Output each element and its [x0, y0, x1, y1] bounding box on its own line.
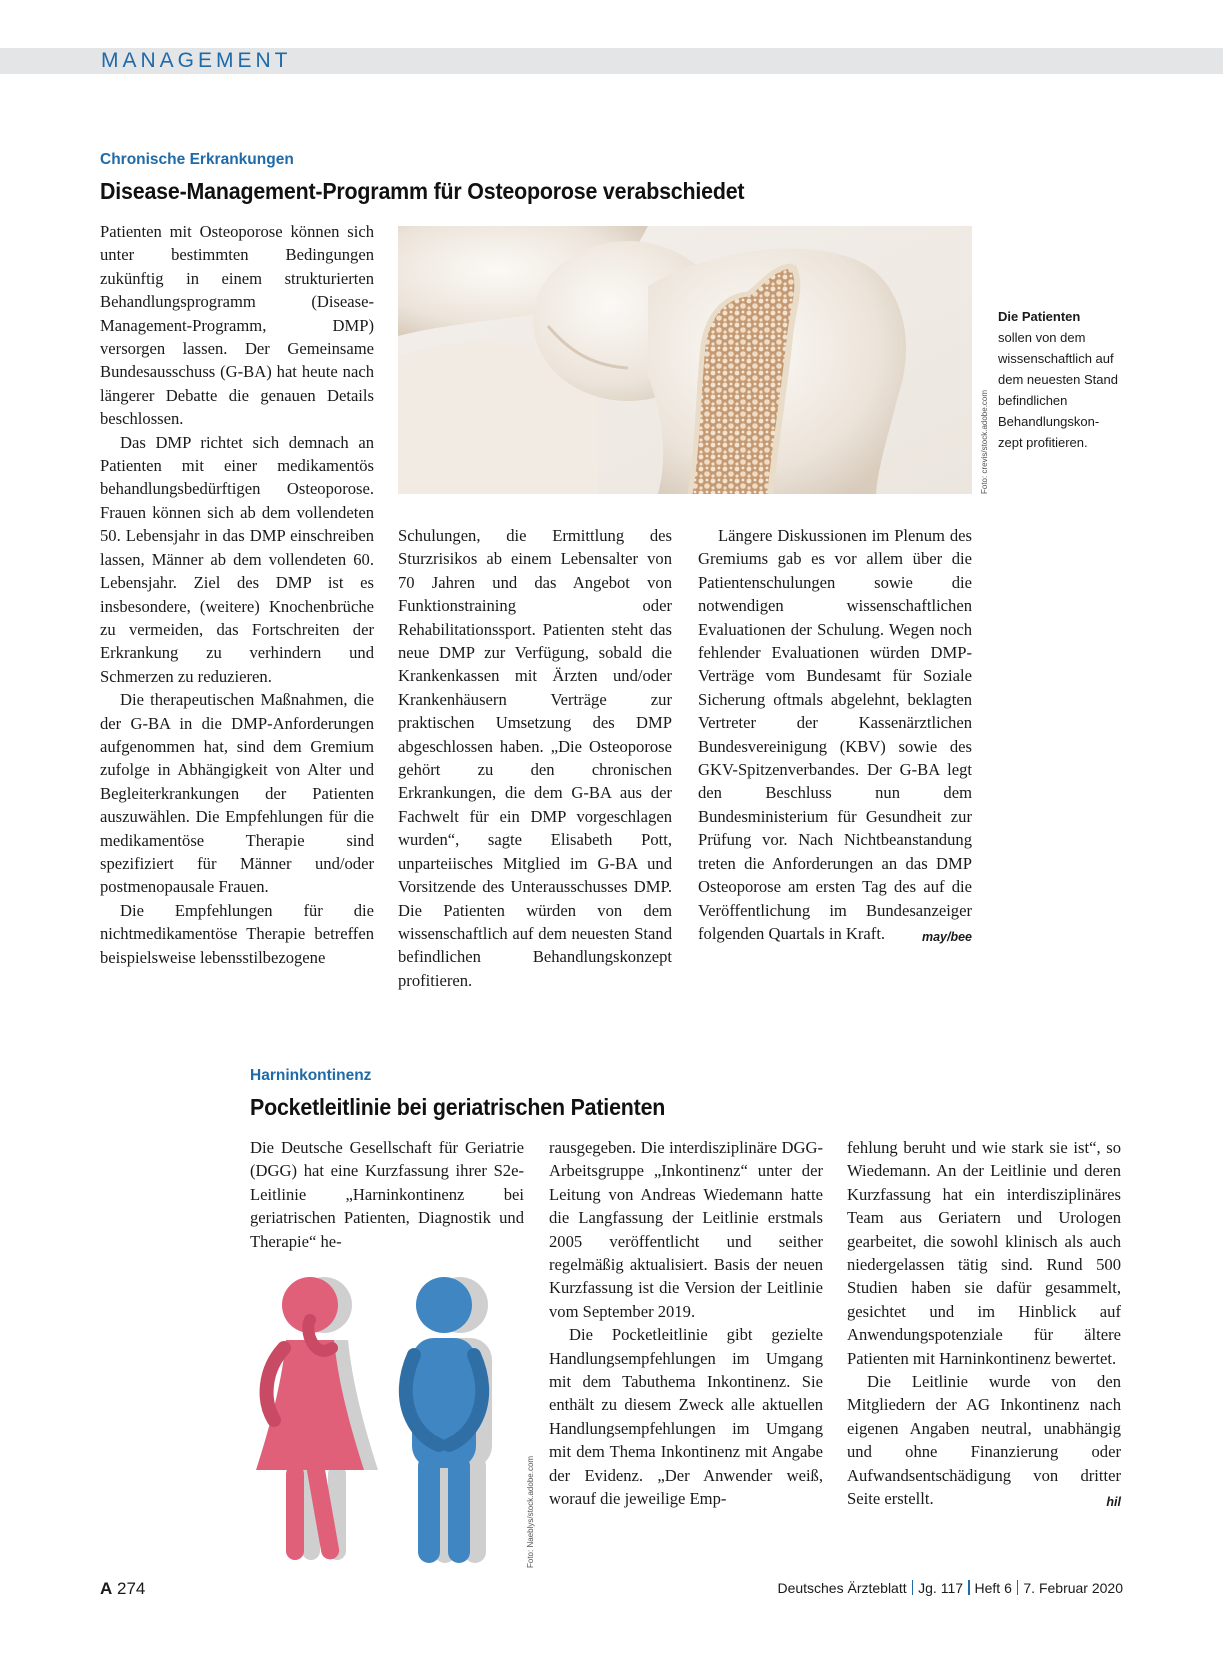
incontinence-figures-image — [244, 1270, 534, 1570]
osteoporosis-bone-image — [398, 226, 972, 494]
article1-column-1 — [100, 220, 374, 969]
paragraph: Die therapeutischen Maßnahmen, die der G-BA in die DMP-Anforderungen aufgenommen hat, sind dem Gremium zufolge in Abhängigkeit von Alter und Begleiterkrankungen der Patienten auszuwählen. Die Empfehlungen für die medikamentöse Therapie sind spezifiziert für Männer und/oder postmenopausale Frauen. — [100, 690, 374, 897]
paragraph: rausgegeben. Die interdisziplinäre DGG-Arbeitsgruppe „Inkontinenz“ unter der Leitung von Andreas Wiedemann hatte die Langfassung der Leitlinie erstmals 2005 veröffentlicht und seither regelmäßig aktualisiert. Basis der neuen Kurzfassung ist die Version der Leitlinie vom September 2019. — [549, 1138, 823, 1321]
section-label: MANAGEMENT — [101, 49, 292, 72]
paragraph: Die Deutsche Gesellschaft für Geriatrie (DGG) hat eine Kurzfassung ihrer S2e-Leitlinie „Harninkontinenz bei geriatrischen Patienten, Diagnostik und Therapie“ he- — [250, 1138, 524, 1251]
article1-signature: may/bee — [921, 929, 972, 944]
article2-column-2 — [549, 1136, 823, 1511]
article2-column-3 — [847, 1136, 1121, 1515]
paragraph: Patienten mit Osteoporose können sich unter bestimmten Bedingungen zukünftig in einem strukturierten Behandlungsprogramm (Disease-Management-Programm, DMP) versorgen lassen. Der Gemeinsame Bundesausschuss (G-BA) hat heute nach längerer Debatte die genauen Details beschlossen. — [100, 222, 374, 429]
article2-signature: hil — [1106, 1495, 1121, 1510]
issue-date: 7. Februar 2020 — [1023, 1580, 1123, 1596]
page-number: A 274 — [100, 1579, 146, 1598]
paragraph: Das DMP richtet sich demnach an Patienten mit einer medikamentös behandlungsbedürftigen Osteoporose. Frauen können sich ab dem vollendeten 50. Lebensjahr in das DMP einschreiben lassen, Männer ab dem vollendeten 60. Lebensjahr. Ziel des DMP ist es insbesondere, (weitere) Knochenbrüche zu vermeiden, das Fortschreiten der Erkrankung zu verhindern und Schmerzen zu reduzieren. — [100, 432, 374, 686]
issue: Heft 6 — [974, 1580, 1012, 1596]
image-caption — [998, 306, 1118, 453]
paragraph: Die Empfehlungen für die nichtmedikamentöse Therapie betreffen beispielsweise lebensstilbezogene — [100, 900, 374, 967]
article1-column-3 — [698, 524, 972, 949]
article2-title: Pocketleitlinie bei geriatrischen Patienten — [250, 1094, 666, 1120]
article1-photo-credit: Foto: crevis/stock.adobe.com — [980, 389, 989, 494]
caption-bold: Die Patienten — [998, 309, 1081, 324]
caption-text: sollen von dem wissenschaftlich auf dem neuesten Stand befindlichen Behandlungskon-zept profitieren. — [998, 330, 1118, 450]
article1-title: Disease-Management-Programm für Osteoporose verabschiedet — [100, 178, 745, 204]
paragraph: Die Pocketleitlinie gibt gezielte Handlungsempfehlungen im Umgang mit dem Tabuthema Inkontinenz. Sie enthält zu diesem Zweck alle aktuellen Handlungsempfehlungen im Umgang mit dem Thema Inkontinenz mit Angabe der Evidenz. „Der Anwender weiß, worauf die jeweilige Emp- — [549, 1325, 823, 1509]
publication-info — [777, 1580, 1123, 1596]
article1-column-2 — [398, 524, 672, 992]
article2-kicker: Harninkontinenz — [250, 1067, 372, 1084]
paragraph: Die Leitlinie wurde von den Mitgliedern der AG Inkontinenz nach eigenen Angaben neutral, unabhängig und ohne Finanzierung oder Aufwandsentschädigung von dritter Seite erstellt. hil — [847, 1370, 1121, 1510]
paragraph: Schulungen, die Ermittlung des Sturzrisikos ab einem Lebensalter von 70 Jahren und das Angebot von Funktionstraining oder Rehabilitationssport. Patienten steht das neue DMP zur Verfügung, sobald die Krankenkassen mit Ärzten und/oder Krankenhäusern Verträge zur praktischen Umsetzung des DMP abgeschlossen haben. „Die Osteoporose gehört zu den chronischen Erkrankungen, die dem G-BA aus der Fachwelt für ein DMP vorgeschlagen wurden“, sagte Elisabeth Pott, unparteiisches Mitglied im G-BA und Vorsitzende des Unterausschusses DMP. Die Patienten würden von dem wissenschaftlich auf dem neuesten Stand befindlichen Behandlungskonzept profitieren. — [398, 526, 672, 990]
paragraph: Längere Diskussionen im Plenum des Gremiums gab es vor allem über die Patientenschulungen sowie die notwendigen wissenschaftlichen Evaluationen der Schulung. Wegen noch fehlender Evaluationen würden DMP-Verträge vom Bundesamt für Soziale Sicherung oftmals abgelehnt, beklagten Vertreter der Kassenärztlichen Bundesvereinigung (KBV) sowie des GKV-Spitzenverbandes. Der G-BA legt den Beschluss nun dem Bundesministerium für Gesundheit zur Prüfung vor. Nach Nichtbeanstandung treten die Anforderungen an das DMP Osteoporose am ersten Tag des auf die Veröffentlichung im Bundesanzeiger folgenden Quartals in Kraft. may/bee — [698, 524, 972, 945]
article2-column-1 — [250, 1136, 524, 1253]
article1-kicker: Chronische Erkrankungen — [100, 151, 294, 168]
paragraph: fehlung beruht und wie stark sie ist“, so Wiedemann. An der Leitlinie und deren Kurzfassung hat ein interdisziplinäres Team aus Geriatern und Urologen gearbeitet, die sowohl klinisch als auch niedergelassen tätig sind. Rund 500 Studien haben sie dafür gesammelt, gesichtet und im Hinblick auf Anwendungspotenziale für ältere Patienten mit Harninkontinenz bewertet. — [847, 1138, 1121, 1368]
article2-photo-credit: Foto: Naeblys/stock.adobe.com — [526, 1455, 535, 1568]
volume: Jg. 117 — [918, 1580, 964, 1596]
journal-name: Deutsches Ärzteblatt — [777, 1580, 907, 1596]
